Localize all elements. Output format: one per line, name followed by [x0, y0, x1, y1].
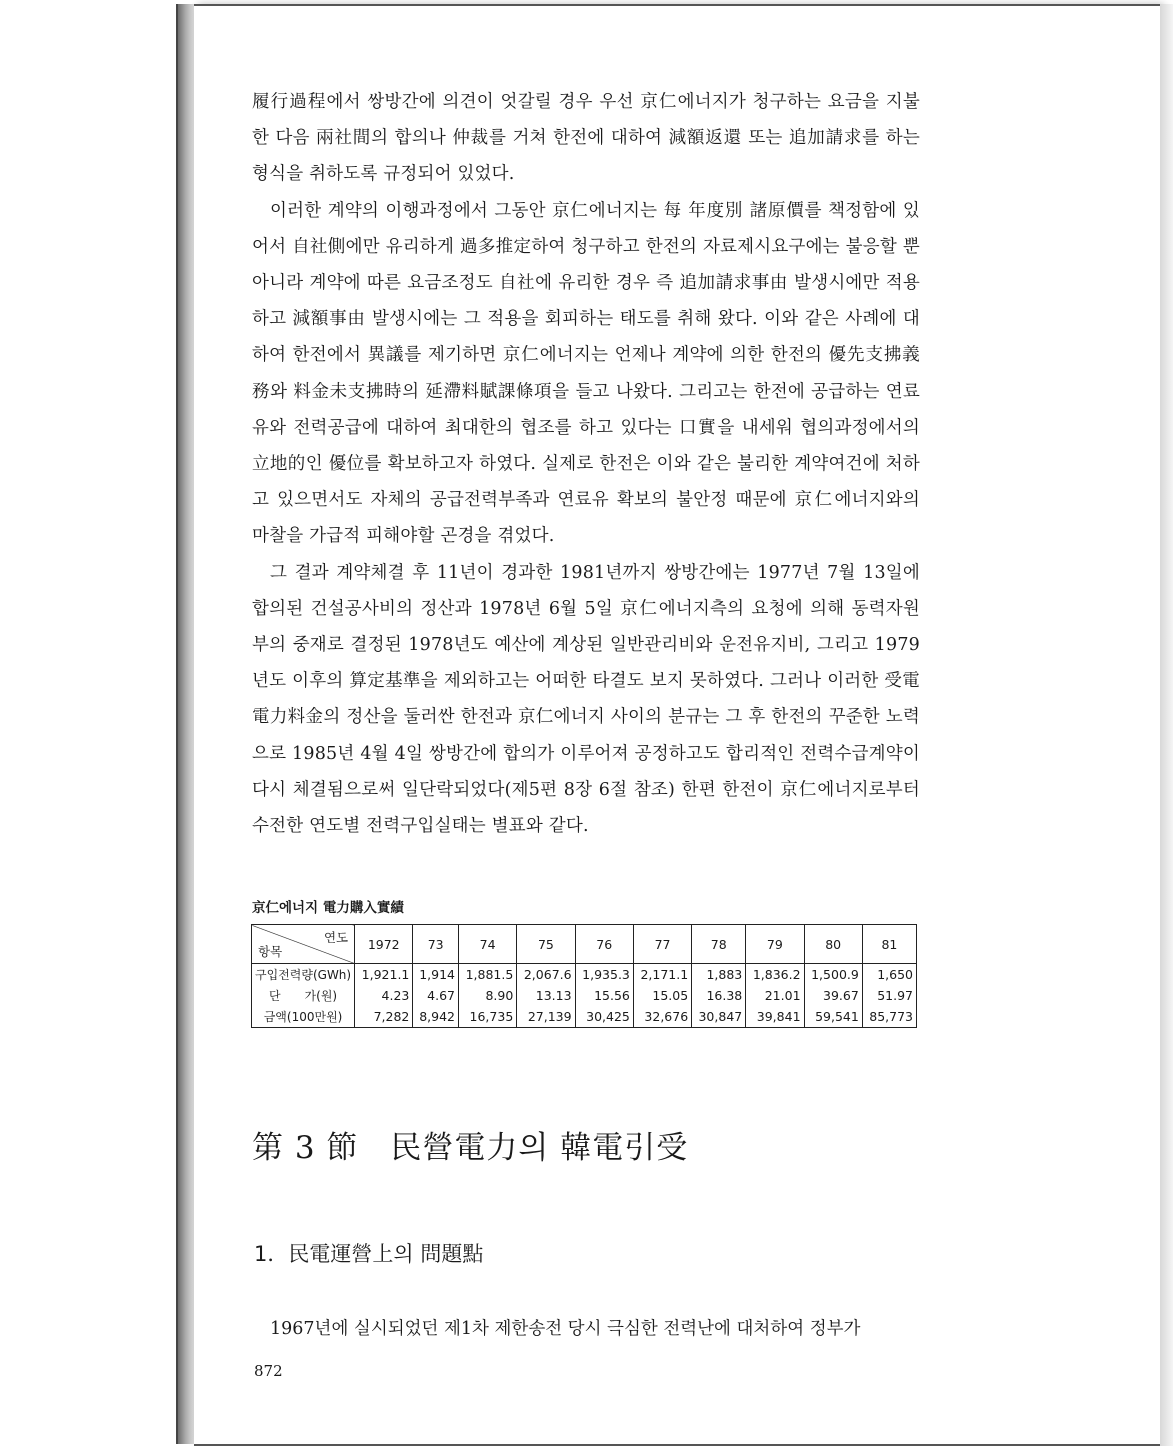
corner-label-item: 항목 [258, 944, 283, 959]
table-cell: 4.23 [355, 985, 413, 1006]
table-cell: 1,650 [862, 964, 916, 986]
paragraph-3: 그 결과 계약체결 후 11년이 경과한 1981년까지 쌍방간에는 1977년 7월 13일에 합의된 건설공사비의 정산과 1978년 6월 5일 京仁에너지측의 요청에 의해 동력자원부의 중재로 결정된 1978년도 예산에 계상된 일반관리비와 운전유지비, 그리고 1979년도 이후의 算定基準을 제외하고는 어떠한 타결도 보지 못하였다. 그러나 이러한 受電電力料金의 정산을 둘러싼 한전과 京仁에너지 사이의 분규는 그 후 한전의 꾸준한 노력으로 1985년 4월 4일 쌍방간에 합의가 이루어져 공정하고도 합리적인 전력수급계약이 다시 체결됨으로써 일단락되었다(제5편 8장 6절 참조) 한편 한전이 京仁에너지로부터 수전한 연도별 전력구입실태는 별표와 같다. [252, 562, 920, 837]
paragraph-4: 1967년에 실시되었던 제1차 제한송전 당시 극심한 전력난에 대처하여 정부가 [270, 1319, 861, 1339]
table-cell: 85,773 [862, 1006, 916, 1028]
year-header: 78 [692, 925, 746, 964]
table-cell: 27,139 [517, 1006, 575, 1028]
page-edge [1160, 4, 1173, 1446]
table-cell: 51.97 [862, 985, 916, 1006]
year-header: 77 [633, 925, 691, 964]
table-cell: 30,847 [692, 1006, 746, 1028]
subsection-title: 1．民電運營上의 問題點 [254, 1242, 484, 1266]
table-cell: 59,541 [804, 1006, 862, 1028]
table-cell: 21.01 [746, 985, 804, 1006]
year-header: 74 [458, 925, 516, 964]
table-cell: 1,935.3 [575, 964, 633, 986]
section-title: 第 3 節 民營電力의 韓電引受 [252, 1130, 689, 1166]
paragraph-2: 이러한 계약의 이행과정에서 그동안 京仁에너지는 每 年度別 諸原價를 책정함에 있어서 自社側에만 유리하게 過多推定하여 청구하고 한전의 자료제시요구에는 불응할 뿐 아니라 계약에 따른 요금조정도 自社에 유리한 경우 즉 追加請求事由 발생시에만 적용하고 減額事由 발생시에는 그 적용을 회피하는 태도를 취해 왔다. 이와 같은 사례에 대하여 한전에서 異議를 제기하면 京仁에너지는 언제나 계약에 의한 한전의 優先支拂義務와 料金未支拂時의 延滯料賦課條項을 들고 나왔다. 그리고는 한전에 공급하는 연료유와 전력공급에 대하여 최대한의 협조를 하고 있다는 口實을 내세워 협의과정에서의 立地的인 優位를 확보하고자 하였다. 실제로 한전은 이와 같은 불리한 계약여건에 처하고 있으면서도 자체의 공급전력부족과 연료유 확보의 불안정 때문에 京仁에너지와의 마찰을 가급적 피해야할 곤경을 겪었다. [252, 200, 920, 547]
paragraph-1: 履行過程에서 쌍방간에 의견이 엇갈릴 경우 우선 京仁에너지가 청구하는 요금을 지불한 다음 兩社間의 합의나 仲裁를 거쳐 한전에 대하여 減額返還 또는 追加請求를 하는 형식을 취하도록 규정되어 있었다. [252, 92, 920, 185]
year-header: 1972 [355, 925, 413, 964]
corner-label-year: 연도 [323, 930, 349, 945]
year-header: 73 [413, 925, 459, 964]
table-cell: 32,676 [633, 1006, 691, 1028]
year-header: 75 [517, 925, 575, 964]
table-cell: 7,282 [355, 1006, 413, 1028]
table-cell: 1,881.5 [458, 964, 516, 986]
table-cell: 2,067.6 [517, 964, 575, 986]
table-row [252, 985, 917, 1006]
table-cell: 1,921.1 [355, 964, 413, 986]
year-header: 76 [575, 925, 633, 964]
table-row [252, 964, 917, 986]
row-label: 단 가(원) [252, 985, 355, 1006]
table-cell: 39,841 [746, 1006, 804, 1028]
table-row [252, 1006, 917, 1028]
table-cell: 16.38 [692, 985, 746, 1006]
table-cell: 15.05 [633, 985, 691, 1006]
table-cell: 1,836.2 [746, 964, 804, 986]
table-cell: 8.90 [458, 985, 516, 1006]
table-cell: 1,883 [692, 964, 746, 986]
table-cell: 13.13 [517, 985, 575, 1006]
table-corner-cell [252, 925, 355, 964]
book-spine [176, 4, 196, 1444]
table-cell: 1,914 [413, 964, 459, 986]
table-cell: 4.67 [413, 985, 459, 1006]
table-caption: 京仁에너지 電力購入實績 [252, 900, 404, 916]
power-purchase-table [251, 924, 917, 1028]
table-cell: 2,171.1 [633, 964, 691, 986]
table-cell: 15.56 [575, 985, 633, 1006]
year-header: 81 [862, 925, 916, 964]
body-text [252, 84, 920, 844]
page-number: 872 [254, 1362, 283, 1380]
year-header: 79 [746, 925, 804, 964]
table-cell: 30,425 [575, 1006, 633, 1028]
table-header-row [252, 925, 917, 964]
table-cell: 8,942 [413, 1006, 459, 1028]
row-label: 구입전력량(GWh) [252, 964, 355, 986]
table-cell: 39.67 [804, 985, 862, 1006]
row-label: 금액(100만원) [252, 1006, 355, 1028]
year-header: 80 [804, 925, 862, 964]
table-cell: 1,500.9 [804, 964, 862, 986]
table-cell: 16,735 [458, 1006, 516, 1028]
